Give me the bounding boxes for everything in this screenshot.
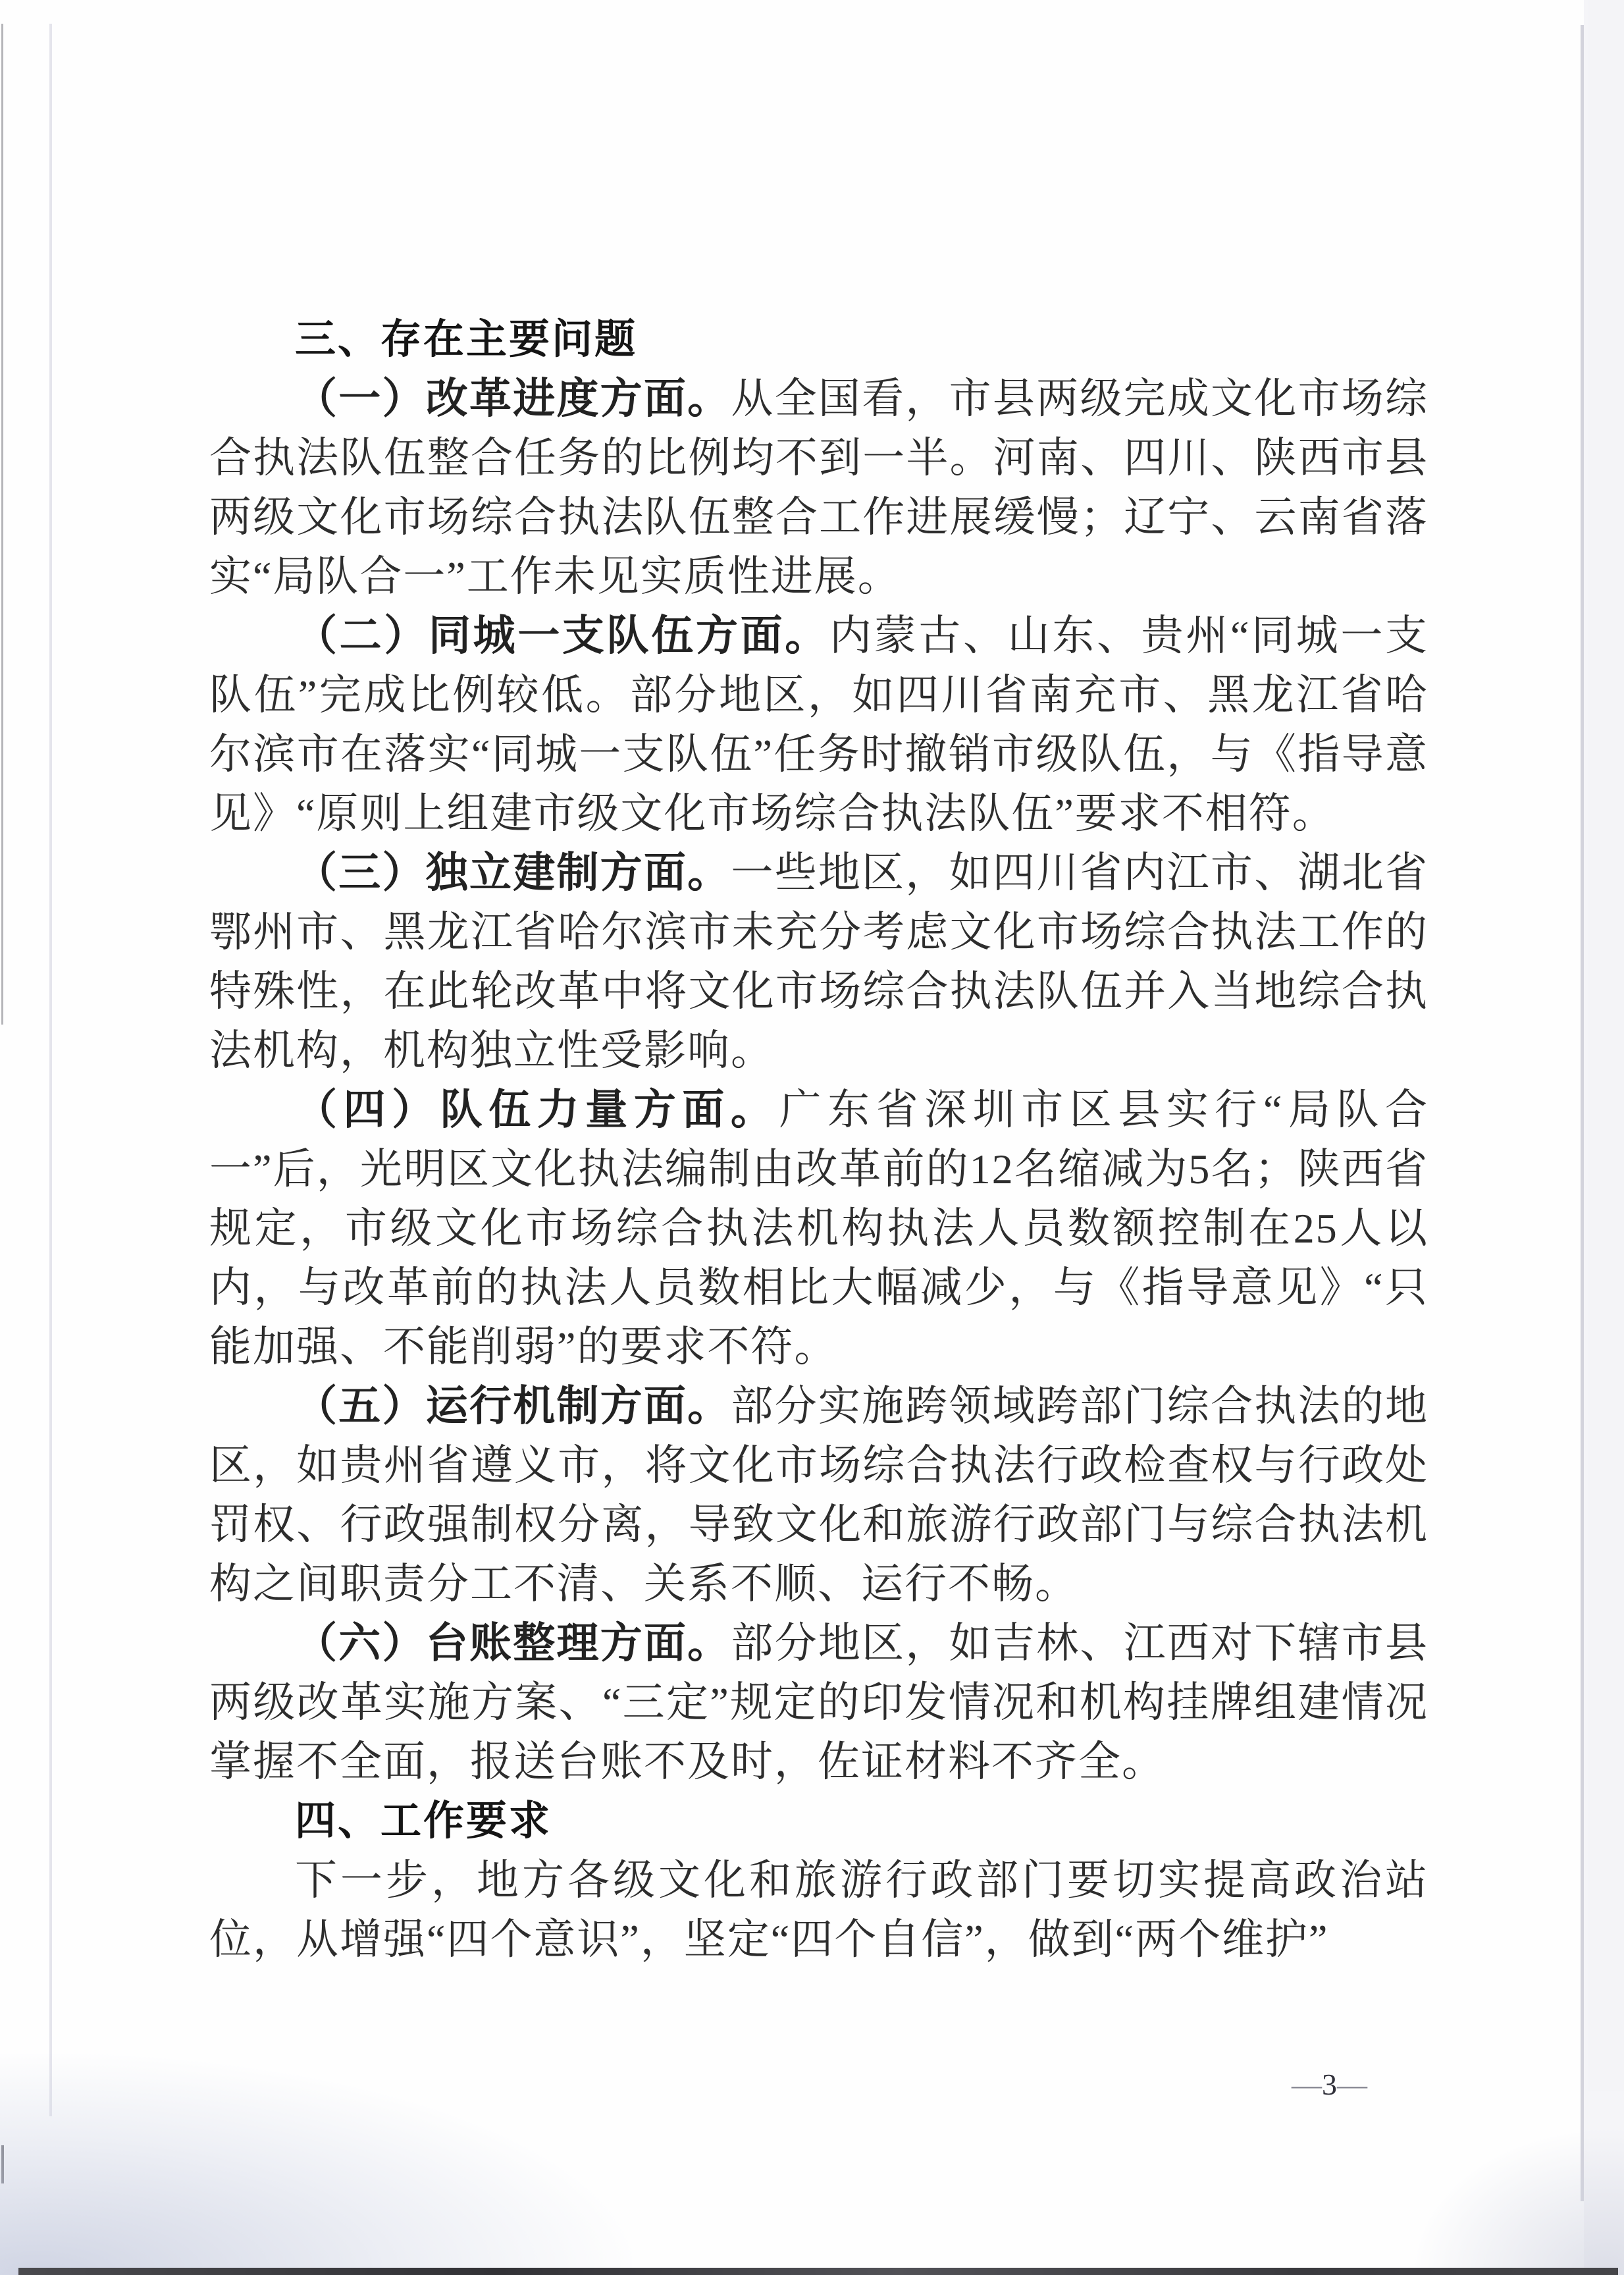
- scan-right-margin-tint: [1584, 0, 1624, 2275]
- scan-edge-line-left-outer: [1, 24, 3, 1025]
- problem-6-lead: （六）台账整理方面。: [295, 1620, 731, 1667]
- section-4-heading: 四、工作要求: [295, 1798, 552, 1844]
- problem-3-text: 一些地区，如四川省内江市、湖北省鄂州市、黑龙江省哈尔滨市未充分考虑文化市场综合执法工作的特殊性，在此轮改革中将文化市场综合执法队伍并入当地综合执法机构，机构独立性受影响。: [209, 849, 1429, 1074]
- problem-1-lead: （一）改革进度方面。: [295, 375, 731, 422]
- requirement-paragraph-1: [209, 1851, 1428, 1969]
- scan-edge-line-left-inner: [49, 24, 52, 2116]
- page-number-value: 3: [1322, 2068, 1337, 2101]
- scan-shadow-bottom-right: [1409, 2127, 1624, 2275]
- section-3-heading: 三、存在主要问题: [295, 317, 638, 362]
- scan-edge-line-left-outer-lower: [1, 2145, 4, 2183]
- scan-edge-line-right: [1581, 25, 1584, 2201]
- problem-3-lead: （三）独立建制方面。: [295, 849, 731, 896]
- page-number: [1292, 2065, 1367, 2104]
- problem-5-text: 部分实施跨领域跨部门综合执法的地区，如贵州省遵义市，将文化市场综合执法行政检查权与行政处罚权、行政强制权分离，导致文化和旅游行政部门与综合执法机构之间职责分工不清、关系不顺、运行不畅。: [209, 1383, 1429, 1607]
- requirement-1-text: 下一步，地方各级文化和旅游行政部门要切实提高政治站位，从增强“四个意识”，坚定“四个自信”，做到“两个维护”: [209, 1857, 1428, 1963]
- problem-2-lead: （二）同城一支队伍方面。: [295, 612, 829, 659]
- problem-1-text: 从全国看，市县两级完成文化市场综合执法队伍整合任务的比例均不到一半。河南、四川、陕西市县两级文化市场综合执法队伍整合工作进展缓慢；辽宁、云南省落实“局队合一”工作未见实质性进展。: [209, 375, 1429, 600]
- document-body: [209, 310, 1428, 1969]
- problem-6-text: 部分地区，如吉林、江西对下辖市县两级改革实施方案、“三定”规定的印发情况和机构挂牌组建情况掌握不全面，报送台账不及时，佐证材料不齐全。: [209, 1620, 1429, 1785]
- problem-4-text: 广东省深圳市区县实行“局队合一”后，光明区文化执法编制由改革前的12名缩减为5名；陕西省规定，市级文化市场综合执法机构执法人员数额控制在25人以内，与改革前的执法人员数相比大幅减少，与《指导意见》“只能加强、不能削弱”的要求不符。: [209, 1086, 1429, 1370]
- problem-4-lead: （四）队伍力量方面。: [295, 1086, 779, 1133]
- problem-paragraph-6: [209, 1614, 1428, 1792]
- problem-paragraph-2: [209, 606, 1428, 843]
- page-number-left-dash: —: [1292, 2068, 1322, 2101]
- problem-2-text: 内蒙古、山东、贵州“同城一支队伍”完成比例较低。部分地区，如四川省南充市、黑龙江省哈尔滨市在落实“同城一支队伍”任务时撤销市级队伍，与《指导意见》“原则上组建市级文化市场综合执法队伍”要求不相符。: [209, 612, 1429, 837]
- problem-paragraph-1: [209, 369, 1428, 606]
- problem-paragraph-5: [209, 1377, 1428, 1614]
- scan-shadow-bottom-left: [0, 2054, 632, 2275]
- page-number-right-dash: —: [1337, 2068, 1367, 2101]
- problem-paragraph-4: [209, 1081, 1428, 1377]
- problem-paragraph-3: [209, 843, 1428, 1081]
- scan-bottom-edge-band: [18, 2268, 1618, 2275]
- problem-5-lead: （五）运行机制方面。: [295, 1383, 731, 1430]
